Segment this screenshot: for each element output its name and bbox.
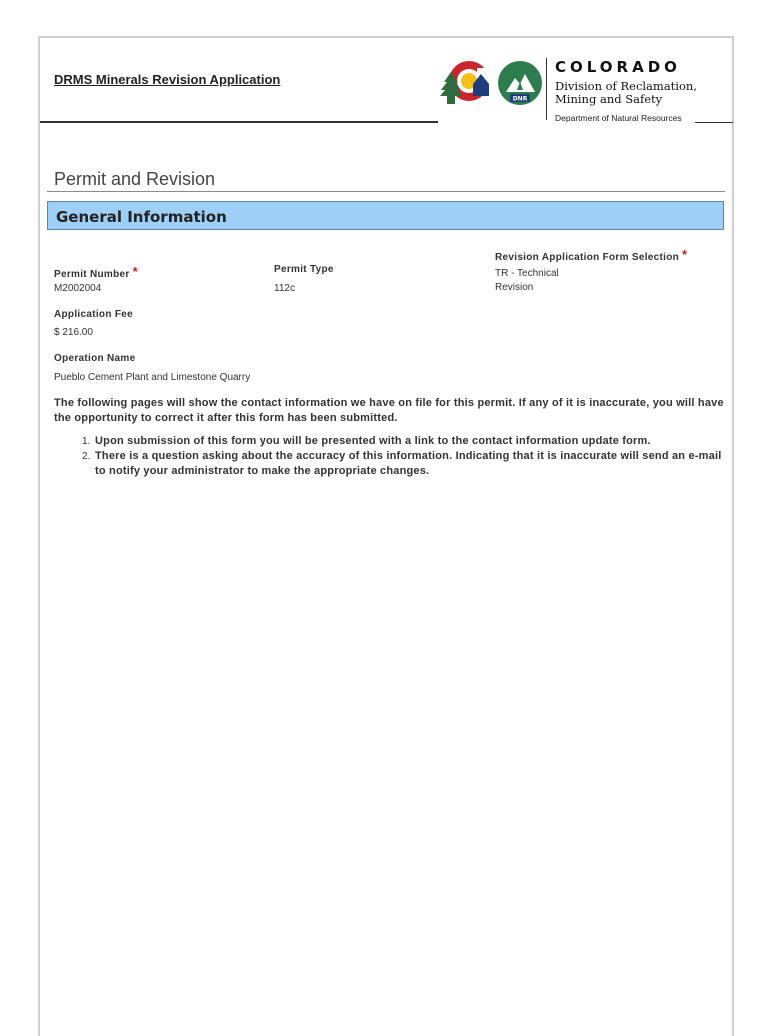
colorado-c-logo-icon	[437, 56, 495, 106]
contact-info-notice: The following pages will show the contact information we have on file for this permit. If any of it is inaccurate, you will have the opportunity to correct it after this form has been submitted.	[54, 397, 724, 424]
permit-number-value: M2002004	[54, 283, 102, 294]
agency-department: Department of Natural Resources	[555, 113, 682, 123]
revision-form-value: TR - Technical Revision	[495, 268, 559, 293]
required-asterisk: *	[132, 264, 138, 279]
agency-division: Division of Reclamation, Mining and Safety	[555, 79, 697, 106]
instruction-list	[54, 434, 724, 479]
dnr-badge-icon	[497, 60, 543, 106]
dnr-badge-text: DNR	[512, 95, 528, 103]
document-title: DRMS Minerals Revision Application	[54, 72, 281, 87]
list-item	[54, 434, 724, 449]
section-title: Permit and Revision	[54, 169, 216, 189]
list-item	[54, 449, 724, 479]
revision-form-label-text: Revision Application Form Selection	[495, 252, 680, 263]
permit-type-label: Permit Type	[274, 264, 334, 275]
section-divider	[47, 191, 725, 192]
agency-logo	[437, 56, 737, 128]
department-rule	[695, 122, 733, 123]
list-item-number: 2.	[82, 451, 91, 462]
permit-type-value: 112c	[274, 283, 295, 294]
application-fee-value: $ 216.00	[54, 327, 93, 338]
logo-divider	[546, 58, 547, 120]
panel-title: General Information	[56, 208, 227, 226]
required-asterisk: *	[682, 247, 688, 262]
header-divider	[40, 121, 438, 123]
revision-form-label	[495, 247, 687, 263]
permit-number-label	[54, 264, 138, 280]
application-fee-label: Application Fee	[54, 309, 133, 320]
operation-name-value: Pueblo Cement Plant and Limestone Quarry	[54, 372, 251, 383]
list-item-number: 1.	[82, 436, 91, 447]
agency-state: COLORADO	[555, 58, 681, 76]
permit-number-label-text: Permit Number	[54, 269, 130, 280]
operation-name-label: Operation Name	[54, 353, 136, 364]
list-item-text: There is a question asking about the accuracy of this information. Indicating that it is inaccurate will send an e-mail to notify your administrator to make the appropriate changes.	[95, 450, 722, 477]
list-item-text: Upon submission of this form you will be presented with a link to the contact information update form.	[95, 435, 651, 447]
general-information-panel	[47, 201, 724, 230]
